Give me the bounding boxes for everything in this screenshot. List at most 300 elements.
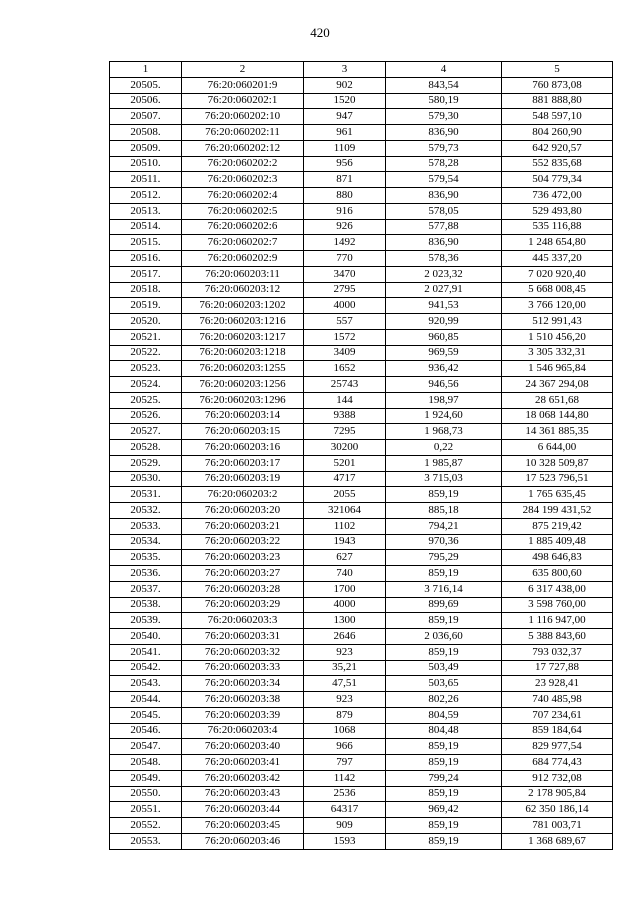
value-cell: 3 598 760,00 [502, 597, 613, 613]
row-number-cell: 20518. [110, 282, 182, 298]
rate-cell: 836,90 [386, 188, 502, 204]
row-number-cell: 20522. [110, 345, 182, 361]
table-row [110, 692, 613, 708]
table-row [110, 125, 613, 141]
cadastral-number-cell: 76:20:060203:17 [182, 455, 304, 471]
table-row [110, 408, 613, 424]
cadastral-number-cell: 76:20:060203:33 [182, 660, 304, 676]
area-cell: 1300 [304, 613, 386, 629]
area-cell: 923 [304, 644, 386, 660]
cadastral-number-cell: 76:20:060203:28 [182, 581, 304, 597]
cadastral-number-cell: 76:20:060203:4 [182, 723, 304, 739]
rate-cell: 941,53 [386, 298, 502, 314]
cadastral-number-cell: 76:20:060203:39 [182, 707, 304, 723]
rate-cell: 794,21 [386, 518, 502, 534]
row-number-cell: 20548. [110, 755, 182, 771]
row-number-cell: 20537. [110, 581, 182, 597]
area-cell: 879 [304, 707, 386, 723]
value-cell: 684 774,43 [502, 755, 613, 771]
rate-cell: 859,19 [386, 833, 502, 849]
value-cell: 642 920,57 [502, 140, 613, 156]
table-row [110, 597, 613, 613]
value-cell: 529 493,80 [502, 203, 613, 219]
column-header-2: 2 [182, 62, 304, 78]
table-row [110, 172, 613, 188]
rate-cell: 3 716,14 [386, 581, 502, 597]
value-cell: 17 727,88 [502, 660, 613, 676]
area-cell: 35,21 [304, 660, 386, 676]
row-number-cell: 20516. [110, 251, 182, 267]
rate-cell: 859,19 [386, 644, 502, 660]
cadastral-number-cell: 76:20:060202:6 [182, 219, 304, 235]
area-cell: 557 [304, 314, 386, 330]
cadastral-number-cell: 76:20:060203:40 [182, 739, 304, 755]
cadastral-number-cell: 76:20:060203:23 [182, 550, 304, 566]
row-number-cell: 20534. [110, 534, 182, 550]
table-row [110, 818, 613, 834]
cadastral-number-cell: 76:20:060203:1296 [182, 392, 304, 408]
cadastral-number-cell: 76:20:060203:29 [182, 597, 304, 613]
area-cell: 4000 [304, 298, 386, 314]
area-cell: 1572 [304, 329, 386, 345]
area-cell: 770 [304, 251, 386, 267]
table-row [110, 140, 613, 156]
table-row [110, 219, 613, 235]
cadastral-number-cell: 76:20:060203:14 [182, 408, 304, 424]
area-cell: 7295 [304, 424, 386, 440]
table-row [110, 833, 613, 849]
area-cell: 966 [304, 739, 386, 755]
rate-cell: 859,19 [386, 566, 502, 582]
cadastral-number-cell: 76:20:060203:1255 [182, 361, 304, 377]
table-row [110, 329, 613, 345]
value-cell: 1 368 689,67 [502, 833, 613, 849]
row-number-cell: 20531. [110, 487, 182, 503]
table-row [110, 739, 613, 755]
area-cell: 1943 [304, 534, 386, 550]
cadastral-number-cell: 76:20:060203:1256 [182, 377, 304, 393]
row-number-cell: 20552. [110, 818, 182, 834]
table-row [110, 629, 613, 645]
value-cell: 512 991,43 [502, 314, 613, 330]
table-row [110, 266, 613, 282]
rate-cell: 899,69 [386, 597, 502, 613]
value-cell: 5 388 843,60 [502, 629, 613, 645]
rate-cell: 1 924,60 [386, 408, 502, 424]
value-cell: 781 003,71 [502, 818, 613, 834]
area-cell: 2646 [304, 629, 386, 645]
row-number-cell: 20517. [110, 266, 182, 282]
value-cell: 1 116 947,00 [502, 613, 613, 629]
rate-cell: 578,36 [386, 251, 502, 267]
row-number-cell: 20514. [110, 219, 182, 235]
value-cell: 881 888,80 [502, 93, 613, 109]
cadastral-number-cell: 76:20:060203:12 [182, 282, 304, 298]
value-cell: 445 337,20 [502, 251, 613, 267]
table-row [110, 188, 613, 204]
table-row [110, 93, 613, 109]
table-row [110, 298, 613, 314]
cadastral-number-cell: 76:20:060203:15 [182, 424, 304, 440]
cadastral-number-cell: 76:20:060203:43 [182, 786, 304, 802]
row-number-cell: 20542. [110, 660, 182, 676]
table-row [110, 471, 613, 487]
rate-cell: 843,54 [386, 77, 502, 93]
rate-cell: 804,59 [386, 707, 502, 723]
rate-cell: 859,19 [386, 786, 502, 802]
table-body [110, 77, 613, 849]
area-cell: 47,51 [304, 676, 386, 692]
area-cell: 2536 [304, 786, 386, 802]
value-cell: 14 361 885,35 [502, 424, 613, 440]
cadastral-number-cell: 76:20:060203:44 [182, 802, 304, 818]
value-cell: 1 510 456,20 [502, 329, 613, 345]
cadastral-number-cell: 76:20:060202:9 [182, 251, 304, 267]
rate-cell: 795,29 [386, 550, 502, 566]
rate-cell: 859,19 [386, 755, 502, 771]
rate-cell: 936,42 [386, 361, 502, 377]
table-row [110, 660, 613, 676]
value-cell: 1 248 654,80 [502, 235, 613, 251]
row-number-cell: 20515. [110, 235, 182, 251]
rate-cell: 577,88 [386, 219, 502, 235]
area-cell: 25743 [304, 377, 386, 393]
cadastral-number-cell: 76:20:060203:38 [182, 692, 304, 708]
value-cell: 10 328 509,87 [502, 455, 613, 471]
rate-cell: 802,26 [386, 692, 502, 708]
row-number-cell: 20506. [110, 93, 182, 109]
value-cell: 17 523 796,51 [502, 471, 613, 487]
row-number-cell: 20527. [110, 424, 182, 440]
table-row [110, 440, 613, 456]
value-cell: 535 116,88 [502, 219, 613, 235]
area-cell: 1700 [304, 581, 386, 597]
row-number-cell: 20549. [110, 770, 182, 786]
table-row [110, 534, 613, 550]
rate-cell: 960,85 [386, 329, 502, 345]
value-cell: 829 977,54 [502, 739, 613, 755]
cadastral-number-cell: 76:20:060203:22 [182, 534, 304, 550]
rate-cell: 969,59 [386, 345, 502, 361]
table-row [110, 503, 613, 519]
cadastral-number-cell: 76:20:060203:20 [182, 503, 304, 519]
cadastral-number-cell: 76:20:060203:16 [182, 440, 304, 456]
data-table [109, 61, 613, 850]
row-number-cell: 20523. [110, 361, 182, 377]
column-header-4: 4 [386, 62, 502, 78]
area-cell: 947 [304, 109, 386, 125]
cadastral-number-cell: 76:20:060203:11 [182, 266, 304, 282]
rate-cell: 1 985,87 [386, 455, 502, 471]
row-number-cell: 20510. [110, 156, 182, 172]
value-cell: 635 800,60 [502, 566, 613, 582]
row-number-cell: 20508. [110, 125, 182, 141]
value-cell: 1 765 635,45 [502, 487, 613, 503]
rate-cell: 970,36 [386, 534, 502, 550]
value-cell: 2 178 905,84 [502, 786, 613, 802]
table-row [110, 314, 613, 330]
row-number-cell: 20529. [110, 455, 182, 471]
table-row [110, 676, 613, 692]
table-row [110, 802, 613, 818]
rate-cell: 885,18 [386, 503, 502, 519]
rate-cell: 859,19 [386, 739, 502, 755]
rate-cell: 578,28 [386, 156, 502, 172]
value-cell: 6 644,00 [502, 440, 613, 456]
value-cell: 912 732,08 [502, 770, 613, 786]
row-number-cell: 20544. [110, 692, 182, 708]
row-number-cell: 20546. [110, 723, 182, 739]
area-cell: 4000 [304, 597, 386, 613]
cadastral-number-cell: 76:20:060202:1 [182, 93, 304, 109]
area-cell: 1142 [304, 770, 386, 786]
area-cell: 1520 [304, 93, 386, 109]
value-cell: 740 485,98 [502, 692, 613, 708]
rate-cell: 503,65 [386, 676, 502, 692]
table-row [110, 770, 613, 786]
row-number-cell: 20507. [110, 109, 182, 125]
rate-cell: 946,56 [386, 377, 502, 393]
area-cell: 1102 [304, 518, 386, 534]
value-cell: 7 020 920,40 [502, 266, 613, 282]
table-row [110, 707, 613, 723]
area-cell: 2055 [304, 487, 386, 503]
cadastral-number-cell: 76:20:060203:27 [182, 566, 304, 582]
cadastral-number-cell: 76:20:060202:12 [182, 140, 304, 156]
row-number-cell: 20543. [110, 676, 182, 692]
row-number-cell: 20535. [110, 550, 182, 566]
table-row [110, 644, 613, 660]
cadastral-number-cell: 76:20:060202:2 [182, 156, 304, 172]
row-number-cell: 20541. [110, 644, 182, 660]
cadastral-number-cell: 76:20:060203:19 [182, 471, 304, 487]
rate-cell: 578,05 [386, 203, 502, 219]
rate-cell: 836,90 [386, 125, 502, 141]
area-cell: 956 [304, 156, 386, 172]
value-cell: 3 305 332,31 [502, 345, 613, 361]
area-cell: 144 [304, 392, 386, 408]
row-number-cell: 20533. [110, 518, 182, 534]
table-row [110, 251, 613, 267]
cadastral-number-cell: 76:20:060203:3 [182, 613, 304, 629]
row-number-cell: 20547. [110, 739, 182, 755]
cadastral-number-cell: 76:20:060202:5 [182, 203, 304, 219]
value-cell: 24 367 294,08 [502, 377, 613, 393]
table-row [110, 455, 613, 471]
area-cell: 797 [304, 755, 386, 771]
row-number-cell: 20553. [110, 833, 182, 849]
rate-cell: 836,90 [386, 235, 502, 251]
value-cell: 736 472,00 [502, 188, 613, 204]
row-number-cell: 20526. [110, 408, 182, 424]
table-row [110, 786, 613, 802]
table-header-row [110, 62, 613, 78]
table-row [110, 581, 613, 597]
row-number-cell: 20513. [110, 203, 182, 219]
row-number-cell: 20539. [110, 613, 182, 629]
rate-cell: 804,48 [386, 723, 502, 739]
page-number: 420 [310, 25, 330, 40]
value-cell: 793 032,37 [502, 644, 613, 660]
cadastral-number-cell: 76:20:060203:1218 [182, 345, 304, 361]
cadastral-number-cell: 76:20:060203:1216 [182, 314, 304, 330]
cadastral-number-cell: 76:20:060201:9 [182, 77, 304, 93]
area-cell: 880 [304, 188, 386, 204]
area-cell: 30200 [304, 440, 386, 456]
cadastral-number-cell: 76:20:060203:34 [182, 676, 304, 692]
value-cell: 284 199 431,52 [502, 503, 613, 519]
table-row [110, 424, 613, 440]
table-row [110, 566, 613, 582]
area-cell: 871 [304, 172, 386, 188]
rate-cell: 579,73 [386, 140, 502, 156]
rate-cell: 503,49 [386, 660, 502, 676]
rate-cell: 920,99 [386, 314, 502, 330]
rate-cell: 799,24 [386, 770, 502, 786]
table-row [110, 282, 613, 298]
row-number-cell: 20550. [110, 786, 182, 802]
value-cell: 760 873,08 [502, 77, 613, 93]
cadastral-number-cell: 76:20:060203:31 [182, 629, 304, 645]
rate-cell: 2 036,60 [386, 629, 502, 645]
table-row [110, 203, 613, 219]
rate-cell: 579,54 [386, 172, 502, 188]
table-row [110, 518, 613, 534]
rate-cell: 859,19 [386, 487, 502, 503]
rate-cell: 1 968,73 [386, 424, 502, 440]
area-cell: 902 [304, 77, 386, 93]
row-number-cell: 20538. [110, 597, 182, 613]
row-number-cell: 20525. [110, 392, 182, 408]
area-cell: 740 [304, 566, 386, 582]
rate-cell: 579,30 [386, 109, 502, 125]
value-cell: 498 646,83 [502, 550, 613, 566]
table-row [110, 392, 613, 408]
area-cell: 916 [304, 203, 386, 219]
value-cell: 548 597,10 [502, 109, 613, 125]
value-cell: 6 317 438,00 [502, 581, 613, 597]
row-number-cell: 20551. [110, 802, 182, 818]
cadastral-number-cell: 76:20:060203:1202 [182, 298, 304, 314]
table-row [110, 235, 613, 251]
area-cell: 923 [304, 692, 386, 708]
value-cell: 552 835,68 [502, 156, 613, 172]
value-cell: 1 885 409,48 [502, 534, 613, 550]
cadastral-number-cell: 76:20:060202:7 [182, 235, 304, 251]
value-cell: 23 928,41 [502, 676, 613, 692]
value-cell: 1 546 965,84 [502, 361, 613, 377]
cadastral-number-cell: 76:20:060202:10 [182, 109, 304, 125]
cadastral-number-cell: 76:20:060203:41 [182, 755, 304, 771]
cadastral-number-cell: 76:20:060202:3 [182, 172, 304, 188]
area-cell: 909 [304, 818, 386, 834]
row-number-cell: 20512. [110, 188, 182, 204]
table-row [110, 487, 613, 503]
area-cell: 1109 [304, 140, 386, 156]
rate-cell: 2 023,32 [386, 266, 502, 282]
row-number-cell: 20505. [110, 77, 182, 93]
area-cell: 64317 [304, 802, 386, 818]
cadastral-number-cell: 76:20:060203:42 [182, 770, 304, 786]
table-row [110, 723, 613, 739]
rate-cell: 859,19 [386, 613, 502, 629]
table-row [110, 109, 613, 125]
cadastral-number-cell: 76:20:060203:2 [182, 487, 304, 503]
value-cell: 3 766 120,00 [502, 298, 613, 314]
value-cell: 859 184,64 [502, 723, 613, 739]
area-cell: 5201 [304, 455, 386, 471]
table-row [110, 613, 613, 629]
cadastral-number-cell: 76:20:060203:32 [182, 644, 304, 660]
table-row [110, 755, 613, 771]
column-header-1: 1 [110, 62, 182, 78]
cadastral-number-cell: 76:20:060202:11 [182, 125, 304, 141]
table-row [110, 550, 613, 566]
table-row [110, 77, 613, 93]
area-cell: 3470 [304, 266, 386, 282]
cadastral-number-cell: 76:20:060203:1217 [182, 329, 304, 345]
row-number-cell: 20528. [110, 440, 182, 456]
row-number-cell: 20532. [110, 503, 182, 519]
rate-cell: 0,22 [386, 440, 502, 456]
rate-cell: 969,42 [386, 802, 502, 818]
area-cell: 4717 [304, 471, 386, 487]
table-row [110, 361, 613, 377]
row-number-cell: 20540. [110, 629, 182, 645]
cadastral-number-cell: 76:20:060203:21 [182, 518, 304, 534]
area-cell: 926 [304, 219, 386, 235]
value-cell: 62 350 186,14 [502, 802, 613, 818]
value-cell: 804 260,90 [502, 125, 613, 141]
column-header-3: 3 [304, 62, 386, 78]
area-cell: 2795 [304, 282, 386, 298]
value-cell: 18 068 144,80 [502, 408, 613, 424]
table-row [110, 345, 613, 361]
rate-cell: 2 027,91 [386, 282, 502, 298]
table-row [110, 377, 613, 393]
area-cell: 627 [304, 550, 386, 566]
area-cell: 9388 [304, 408, 386, 424]
value-cell: 707 234,61 [502, 707, 613, 723]
rate-cell: 580,19 [386, 93, 502, 109]
row-number-cell: 20519. [110, 298, 182, 314]
cadastral-number-cell: 76:20:060202:4 [182, 188, 304, 204]
rate-cell: 859,19 [386, 818, 502, 834]
area-cell: 1492 [304, 235, 386, 251]
area-cell: 1593 [304, 833, 386, 849]
row-number-cell: 20530. [110, 471, 182, 487]
area-cell: 321064 [304, 503, 386, 519]
rate-cell: 3 715,03 [386, 471, 502, 487]
cadastral-number-cell: 76:20:060203:46 [182, 833, 304, 849]
row-number-cell: 20521. [110, 329, 182, 345]
rate-cell: 198,97 [386, 392, 502, 408]
value-cell: 5 668 008,45 [502, 282, 613, 298]
row-number-cell: 20511. [110, 172, 182, 188]
area-cell: 1652 [304, 361, 386, 377]
row-number-cell: 20545. [110, 707, 182, 723]
row-number-cell: 20509. [110, 140, 182, 156]
table-row [110, 156, 613, 172]
value-cell: 504 779,34 [502, 172, 613, 188]
column-header-5: 5 [502, 62, 613, 78]
value-cell: 28 651,68 [502, 392, 613, 408]
area-cell: 3409 [304, 345, 386, 361]
cadastral-number-cell: 76:20:060203:45 [182, 818, 304, 834]
row-number-cell: 20524. [110, 377, 182, 393]
area-cell: 1068 [304, 723, 386, 739]
area-cell: 961 [304, 125, 386, 141]
